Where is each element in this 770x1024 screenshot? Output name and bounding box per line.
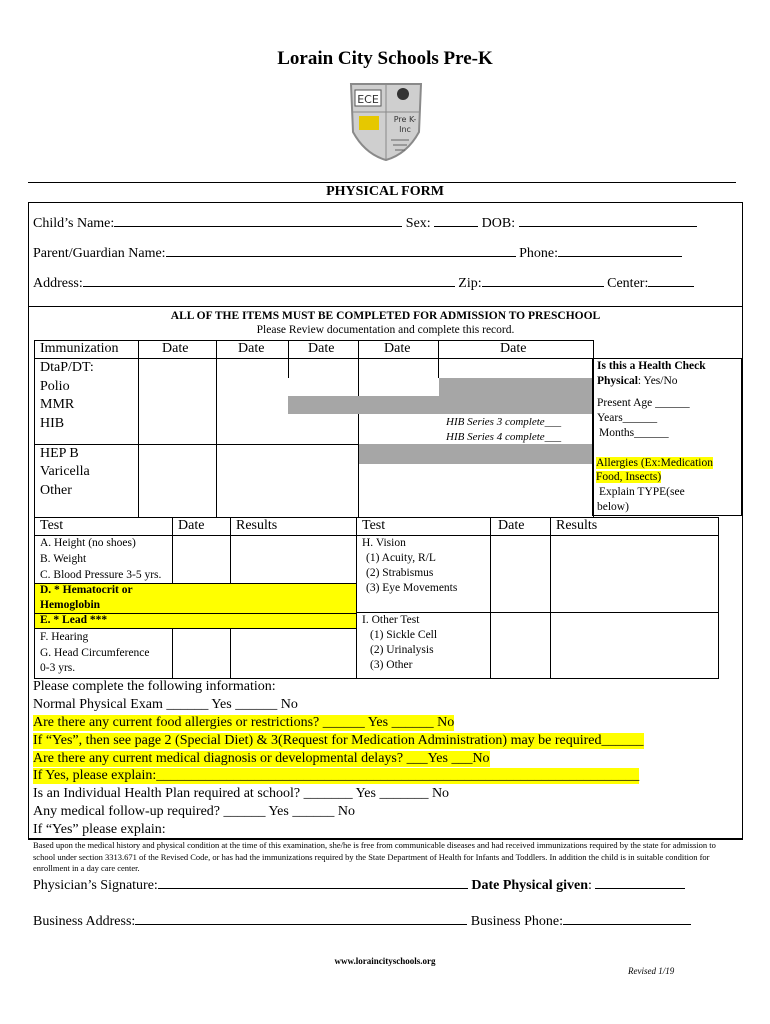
page-title: Lorain City Schools Pre-K	[277, 48, 493, 69]
date-header-3: Date	[308, 341, 335, 356]
test-other: I. Other Test	[362, 614, 420, 626]
business-address-label: Business Address:	[33, 914, 136, 929]
row-hepb: HEP B	[40, 446, 79, 461]
physician-signature-field[interactable]	[33, 876, 685, 894]
date-physical-given-label: Date Physical given	[471, 878, 588, 893]
test-eye-movements: (3) Eye Movements	[366, 582, 458, 594]
immunization-table	[34, 340, 594, 518]
iep-line: Is an Individual Health Plan required at school? _______ Yes _______ No	[33, 786, 450, 801]
shaded-cell-polio	[439, 378, 592, 396]
footer-revised: Revised 1/19	[628, 966, 675, 976]
results-header-right: Results	[556, 518, 598, 533]
shaded-cell-mmr	[288, 396, 592, 414]
immunization-header: Immunization	[40, 341, 119, 356]
child-name-field[interactable]	[33, 214, 697, 232]
row-hib: HIB	[40, 416, 65, 431]
logo-prek-text: Pre K-	[393, 115, 417, 124]
test-other-3: (3) Other	[370, 659, 413, 671]
health-check-label: Is this a Health Check	[597, 360, 706, 372]
test-header-left: Test	[40, 518, 64, 533]
physical-yes-no[interactable]	[597, 375, 678, 387]
test-height: A. Height (no shoes)	[40, 537, 136, 549]
allergies-examples: Food, Insects)	[596, 471, 662, 483]
address-label: Address:	[33, 276, 83, 291]
title-rule	[28, 182, 736, 183]
test-acuity: (1) Acuity, R/L	[366, 552, 436, 564]
normal-exam-line: Normal Physical Exam ______ Yes ______ No	[33, 697, 298, 712]
followup-line: Any medical follow-up required? ______ Yes ______ No	[33, 804, 355, 819]
row-varicella: Varicella	[40, 464, 90, 479]
disclaimer-text: Based upon the medical history and physical condition at the time of this examination, she/he is free from communicable diseases and had received immunizations required by the state for admission to school under section 3313.671 of the Revised Code, or has had the immunizations required by the State Department of Health for Infants and Toddlers. In addition the child is in suitable condition for enrollment in a day care center.	[33, 840, 716, 873]
test-header-right: Test	[362, 518, 386, 533]
dob-label: DOB:	[481, 216, 516, 231]
row-polio: Polio	[40, 379, 70, 394]
phone-label: Phone:	[519, 246, 558, 261]
explain-type: Explain TYPE(see	[599, 486, 685, 498]
shaded-cell-hepb	[359, 444, 592, 464]
form-title: PHYSICAL FORM	[326, 184, 444, 199]
parent-name-field[interactable]	[33, 244, 682, 262]
if-yes-explain2-line	[33, 822, 166, 838]
date-header-4: Date	[384, 341, 411, 356]
logo-ece-text: ECE	[357, 93, 379, 106]
date-header-2: Date	[238, 341, 265, 356]
date-colon: :	[587, 878, 592, 893]
physician-signature-label: Physician’s Signature:	[33, 878, 158, 893]
info-heading: Please complete the following information:	[33, 679, 276, 694]
physical-options: : Yes/No	[637, 375, 678, 387]
diagnosis-line: Are there any current medical diagnosis or developmental delays? ___Yes ___No	[33, 751, 490, 766]
logo-inc-text: Inc	[399, 125, 411, 134]
test-hearing: F. Hearing	[40, 631, 89, 643]
row-other: Other	[40, 483, 72, 498]
if-yes-page2-line: If “Yes”, then see page 2 (Special Diet) & 3(Request for Medication Administration) may be required______	[33, 733, 644, 748]
test-lead: E. * Lead ***	[40, 614, 108, 626]
date-header-left: Date	[178, 518, 205, 533]
test-vision: H. Vision	[362, 537, 406, 549]
present-age: Present Age ______	[597, 397, 690, 409]
test-head-age: 0-3 yrs.	[40, 662, 76, 674]
footer-website: www.loraincityschools.org	[334, 956, 436, 966]
zip-label: Zip:	[458, 276, 482, 291]
ece-prek-logo	[347, 80, 425, 162]
child-name-label: Child’s Name:	[33, 216, 115, 231]
months-field: Months______	[599, 427, 669, 439]
food-allergies-line: Are there any current food allergies or restrictions? ______ Yes ______ No	[33, 715, 455, 730]
test-blood-pressure: C. Blood Pressure 3-5 yrs.	[40, 569, 162, 581]
test-urinalysis: (2) Urinalysis	[370, 644, 434, 656]
row-dtap: DtaP/DT:	[40, 360, 94, 375]
date-header-5: Date	[500, 341, 527, 356]
explain-type-below: below)	[597, 501, 629, 513]
hib-series-4: HIB Series 4 complete___	[446, 431, 562, 443]
notice-line-1: ALL OF THE ITEMS MUST BE COMPLETED FOR ADMISSION TO PRESCHOOL	[170, 310, 601, 322]
address-field[interactable]	[33, 274, 694, 292]
physical-label: Physical	[597, 375, 638, 387]
results-header-left: Results	[236, 518, 278, 533]
test-head-circumference: G. Head Circumference	[40, 647, 150, 659]
if-yes-explain-line: If Yes, please explain:_____________________________________________________________________	[33, 768, 640, 783]
test-weight: B. Weight	[40, 553, 87, 565]
hib-series-3: HIB Series 3 complete___	[446, 416, 562, 428]
allergies-label: Allergies (Ex:Medication	[596, 457, 713, 469]
test-strabismus: (2) Strabismus	[366, 567, 434, 579]
if-yes-explain2-label: If “Yes” please explain:	[33, 822, 166, 837]
notice-line-2: Please Review documentation and complete this record.	[256, 324, 515, 336]
years-field: Years______	[597, 412, 658, 424]
row-mmr: MMR	[40, 397, 75, 412]
date-header-1: Date	[162, 341, 189, 356]
date-header-right: Date	[498, 518, 525, 533]
sex-label: Sex:	[405, 216, 431, 231]
test-hemoglobin: Hemoglobin	[40, 599, 101, 611]
parent-name-label: Parent/Guardian Name:	[33, 246, 166, 261]
business-address-field[interactable]	[33, 912, 691, 930]
business-phone-label: Business Phone:	[470, 914, 563, 929]
test-hematocrit: D. * Hematocrit or	[40, 584, 133, 596]
center-label: Center:	[607, 276, 649, 291]
test-sickle-cell: (1) Sickle Cell	[370, 629, 438, 641]
